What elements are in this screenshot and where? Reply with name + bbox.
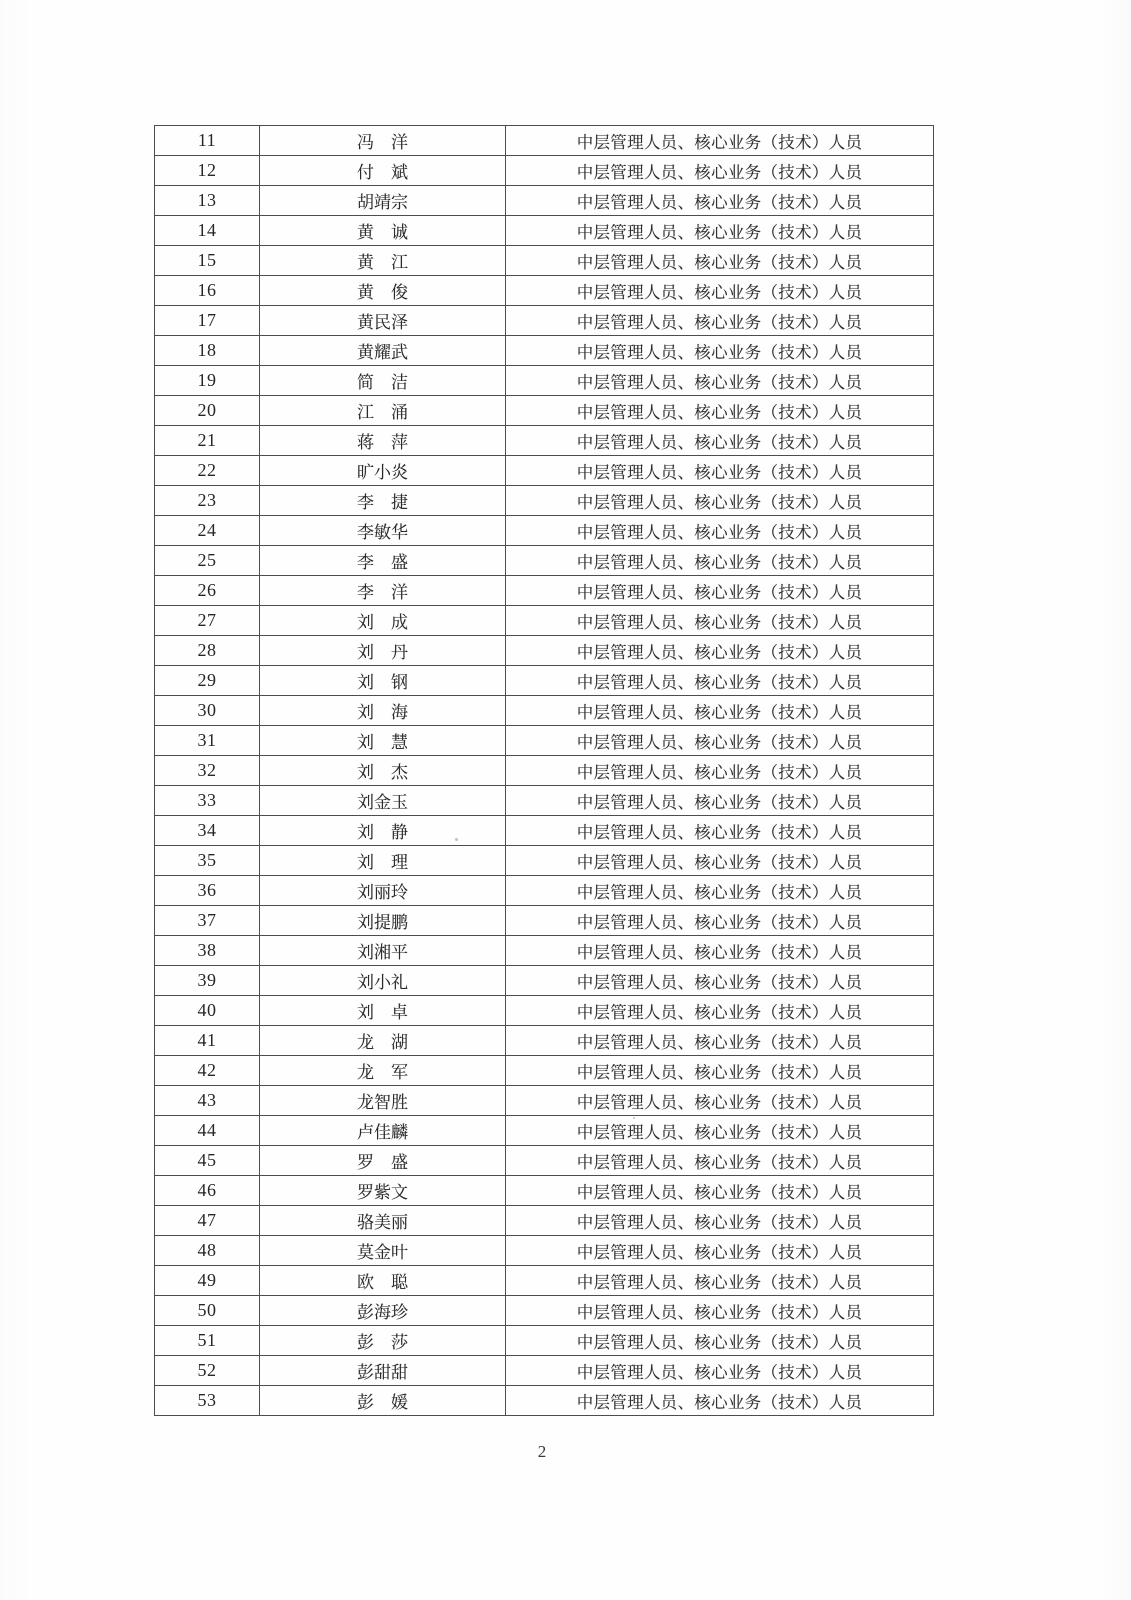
table-row <box>155 276 934 306</box>
row-category-cell: 中层管理人员、核心业务（技术）人员 <box>506 786 934 816</box>
personnel-roster-table <box>154 125 934 1416</box>
table-row <box>155 306 934 336</box>
row-name-cell: 黄耀武 <box>260 336 506 366</box>
row-category-cell: 中层管理人员、核心业务（技术）人员 <box>506 576 934 606</box>
row-category-cell: 中层管理人员、核心业务（技术）人员 <box>506 126 934 156</box>
row-index-cell: 21 <box>155 426 260 456</box>
row-index-cell: 53 <box>155 1386 260 1416</box>
table-row <box>155 756 934 786</box>
row-index-cell: 33 <box>155 786 260 816</box>
table-row <box>155 216 934 246</box>
row-category-cell: 中层管理人员、核心业务（技术）人员 <box>506 186 934 216</box>
row-name-cell: 彭甜甜 <box>260 1356 506 1386</box>
table-row <box>155 1236 934 1266</box>
row-category-cell: 中层管理人员、核心业务（技术）人员 <box>506 726 934 756</box>
row-index-cell: 17 <box>155 306 260 336</box>
table-row <box>155 636 934 666</box>
table-row <box>155 486 934 516</box>
table-row <box>155 696 934 726</box>
row-category-cell: 中层管理人员、核心业务（技术）人员 <box>506 816 934 846</box>
row-name-cell: 李 洋 <box>260 576 506 606</box>
row-name-cell: 黄民泽 <box>260 306 506 336</box>
row-index-cell: 18 <box>155 336 260 366</box>
row-index-cell: 26 <box>155 576 260 606</box>
row-index-cell: 13 <box>155 186 260 216</box>
row-index-cell: 50 <box>155 1296 260 1326</box>
table-row <box>155 816 934 846</box>
row-name-cell: 刘 理 <box>260 846 506 876</box>
row-category-cell: 中层管理人员、核心业务（技术）人员 <box>506 1026 934 1056</box>
row-category-cell: 中层管理人员、核心业务（技术）人员 <box>506 1086 934 1116</box>
row-category-cell: 中层管理人员、核心业务（技术）人员 <box>506 906 934 936</box>
row-name-cell: 龙智胜 <box>260 1086 506 1116</box>
row-index-cell: 35 <box>155 846 260 876</box>
row-name-cell: 黄 俊 <box>260 276 506 306</box>
row-index-cell: 30 <box>155 696 260 726</box>
row-name-cell: 罗 盛 <box>260 1146 506 1176</box>
table-row <box>155 1086 934 1116</box>
row-name-cell: 骆美丽 <box>260 1206 506 1236</box>
row-name-cell: 刘 海 <box>260 696 506 726</box>
table-row <box>155 516 934 546</box>
row-name-cell: 罗紫文 <box>260 1176 506 1206</box>
table-row <box>155 366 934 396</box>
row-name-cell: 彭海珍 <box>260 1296 506 1326</box>
row-category-cell: 中层管理人员、核心业务（技术）人员 <box>506 1386 934 1416</box>
row-index-cell: 19 <box>155 366 260 396</box>
row-category-cell: 中层管理人员、核心业务（技术）人员 <box>506 1206 934 1236</box>
row-category-cell: 中层管理人员、核心业务（技术）人员 <box>506 606 934 636</box>
table-row <box>155 156 934 186</box>
table-row <box>155 1296 934 1326</box>
row-category-cell: 中层管理人员、核心业务（技术）人员 <box>506 216 934 246</box>
row-category-cell: 中层管理人员、核心业务（技术）人员 <box>506 636 934 666</box>
table-row <box>155 1176 934 1206</box>
table-row <box>155 1206 934 1236</box>
row-index-cell: 47 <box>155 1206 260 1236</box>
row-index-cell: 12 <box>155 156 260 186</box>
row-name-cell: 刘丽玲 <box>260 876 506 906</box>
row-name-cell: 刘 钢 <box>260 666 506 696</box>
row-index-cell: 51 <box>155 1326 260 1356</box>
row-name-cell: 刘提鹏 <box>260 906 506 936</box>
row-category-cell: 中层管理人员、核心业务（技术）人员 <box>506 876 934 906</box>
row-name-cell: 刘 成 <box>260 606 506 636</box>
row-index-cell: 32 <box>155 756 260 786</box>
table-row <box>155 1356 934 1386</box>
table-row <box>155 396 934 426</box>
row-category-cell: 中层管理人员、核心业务（技术）人员 <box>506 1236 934 1266</box>
row-name-cell: 卢佳麟 <box>260 1116 506 1146</box>
table-row <box>155 966 934 996</box>
row-name-cell: 刘小礼 <box>260 966 506 996</box>
table-row <box>155 336 934 366</box>
row-category-cell: 中层管理人员、核心业务（技术）人员 <box>506 396 934 426</box>
row-category-cell: 中层管理人员、核心业务（技术）人员 <box>506 966 934 996</box>
row-category-cell: 中层管理人员、核心业务（技术）人员 <box>506 756 934 786</box>
table-row <box>155 546 934 576</box>
table-row <box>155 1386 934 1416</box>
row-index-cell: 43 <box>155 1086 260 1116</box>
row-name-cell: 龙 军 <box>260 1056 506 1086</box>
row-category-cell: 中层管理人员、核心业务（技术）人员 <box>506 426 934 456</box>
row-category-cell: 中层管理人员、核心业务（技术）人员 <box>506 156 934 186</box>
row-category-cell: 中层管理人员、核心业务（技术）人员 <box>506 1176 934 1206</box>
row-index-cell: 49 <box>155 1266 260 1296</box>
row-category-cell: 中层管理人员、核心业务（技术）人员 <box>506 486 934 516</box>
row-index-cell: 28 <box>155 636 260 666</box>
table-row <box>155 606 934 636</box>
row-name-cell: 蒋 萍 <box>260 426 506 456</box>
row-name-cell: 刘 杰 <box>260 756 506 786</box>
table-row <box>155 186 934 216</box>
row-index-cell: 14 <box>155 216 260 246</box>
row-name-cell: 刘金玉 <box>260 786 506 816</box>
row-index-cell: 44 <box>155 1116 260 1146</box>
row-index-cell: 23 <box>155 486 260 516</box>
table-row <box>155 996 934 1026</box>
row-category-cell: 中层管理人员、核心业务（技术）人员 <box>506 1266 934 1296</box>
row-category-cell: 中层管理人员、核心业务（技术）人员 <box>506 546 934 576</box>
scan-artifact-speck <box>455 838 458 841</box>
table-row <box>155 246 934 276</box>
row-name-cell: 龙 湖 <box>260 1026 506 1056</box>
row-name-cell: 胡靖宗 <box>260 186 506 216</box>
table-row <box>155 726 934 756</box>
row-name-cell: 李 捷 <box>260 486 506 516</box>
row-name-cell: 旷小炎 <box>260 456 506 486</box>
table-row <box>155 1026 934 1056</box>
table-row <box>155 1056 934 1086</box>
table-row <box>155 426 934 456</box>
row-category-cell: 中层管理人员、核心业务（技术）人员 <box>506 1056 934 1086</box>
row-name-cell: 冯 洋 <box>260 126 506 156</box>
row-index-cell: 11 <box>155 126 260 156</box>
row-name-cell: 付 斌 <box>260 156 506 186</box>
row-name-cell: 刘 丹 <box>260 636 506 666</box>
row-category-cell: 中层管理人员、核心业务（技术）人员 <box>506 996 934 1026</box>
table-row <box>155 1326 934 1356</box>
table-row <box>155 1116 934 1146</box>
row-category-cell: 中层管理人员、核心业务（技术）人员 <box>506 456 934 486</box>
table-row <box>155 126 934 156</box>
row-name-cell: 李敏华 <box>260 516 506 546</box>
row-category-cell: 中层管理人员、核心业务（技术）人员 <box>506 366 934 396</box>
row-name-cell: 刘 静 <box>260 816 506 846</box>
row-category-cell: 中层管理人员、核心业务（技术）人员 <box>506 336 934 366</box>
row-index-cell: 42 <box>155 1056 260 1086</box>
row-category-cell: 中层管理人员、核心业务（技术）人员 <box>506 306 934 336</box>
row-index-cell: 24 <box>155 516 260 546</box>
table-row <box>155 576 934 606</box>
table-row <box>155 846 934 876</box>
table-row <box>155 786 934 816</box>
row-category-cell: 中层管理人员、核心业务（技术）人员 <box>506 246 934 276</box>
row-index-cell: 31 <box>155 726 260 756</box>
row-name-cell: 莫金叶 <box>260 1236 506 1266</box>
row-name-cell: 刘湘平 <box>260 936 506 966</box>
row-index-cell: 15 <box>155 246 260 276</box>
row-category-cell: 中层管理人员、核心业务（技术）人员 <box>506 516 934 546</box>
row-category-cell: 中层管理人员、核心业务（技术）人员 <box>506 1356 934 1386</box>
row-name-cell: 李 盛 <box>260 546 506 576</box>
row-name-cell: 刘 卓 <box>260 996 506 1026</box>
row-index-cell: 34 <box>155 816 260 846</box>
row-name-cell: 欧 聪 <box>260 1266 506 1296</box>
row-index-cell: 29 <box>155 666 260 696</box>
row-name-cell: 江 涌 <box>260 396 506 426</box>
row-name-cell: 刘 慧 <box>260 726 506 756</box>
row-index-cell: 45 <box>155 1146 260 1176</box>
page-number: 2 <box>537 1442 547 1461</box>
row-index-cell: 37 <box>155 906 260 936</box>
row-category-cell: 中层管理人员、核心业务（技术）人员 <box>506 936 934 966</box>
row-index-cell: 20 <box>155 396 260 426</box>
scan-artifact-speck <box>633 1117 635 1119</box>
table-row <box>155 666 934 696</box>
table-row <box>155 936 934 966</box>
row-index-cell: 27 <box>155 606 260 636</box>
table-row <box>155 1146 934 1176</box>
row-index-cell: 16 <box>155 276 260 306</box>
row-name-cell: 彭 媛 <box>260 1386 506 1416</box>
row-category-cell: 中层管理人员、核心业务（技术）人员 <box>506 846 934 876</box>
row-category-cell: 中层管理人员、核心业务（技术）人员 <box>506 666 934 696</box>
row-name-cell: 简 洁 <box>260 366 506 396</box>
table-row <box>155 876 934 906</box>
row-index-cell: 40 <box>155 996 260 1026</box>
row-name-cell: 黄 江 <box>260 246 506 276</box>
row-name-cell: 黄 诚 <box>260 216 506 246</box>
row-category-cell: 中层管理人员、核心业务（技术）人员 <box>506 696 934 726</box>
row-category-cell: 中层管理人员、核心业务（技术）人员 <box>506 1296 934 1326</box>
row-index-cell: 52 <box>155 1356 260 1386</box>
row-index-cell: 41 <box>155 1026 260 1056</box>
row-name-cell: 彭 莎 <box>260 1326 506 1356</box>
table-row <box>155 1266 934 1296</box>
row-index-cell: 46 <box>155 1176 260 1206</box>
row-category-cell: 中层管理人员、核心业务（技术）人员 <box>506 276 934 306</box>
row-index-cell: 36 <box>155 876 260 906</box>
table-row <box>155 456 934 486</box>
row-index-cell: 48 <box>155 1236 260 1266</box>
row-index-cell: 22 <box>155 456 260 486</box>
row-index-cell: 25 <box>155 546 260 576</box>
row-category-cell: 中层管理人员、核心业务（技术）人员 <box>506 1146 934 1176</box>
row-index-cell: 38 <box>155 936 260 966</box>
row-category-cell: 中层管理人员、核心业务（技术）人员 <box>506 1116 934 1146</box>
row-category-cell: 中层管理人员、核心业务（技术）人员 <box>506 1326 934 1356</box>
row-index-cell: 39 <box>155 966 260 996</box>
roster-table-body <box>155 126 934 1416</box>
table-row <box>155 906 934 936</box>
